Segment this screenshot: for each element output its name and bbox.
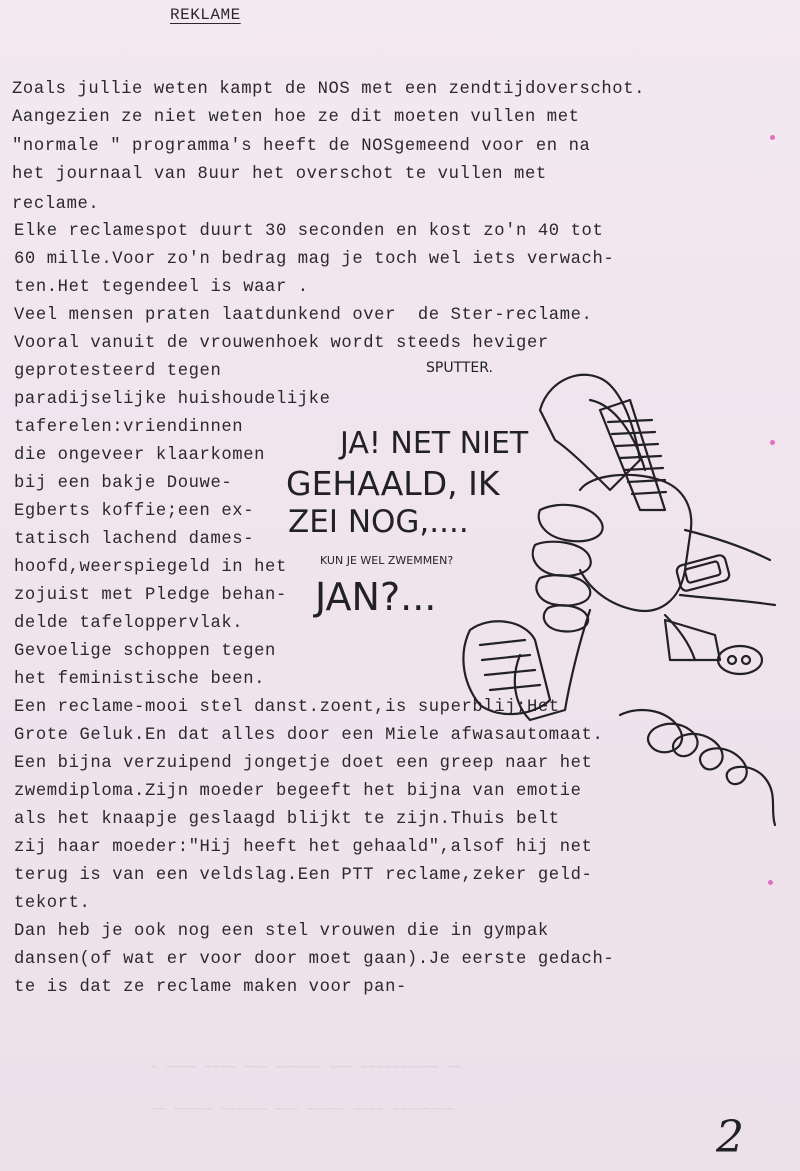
text-line: Een bijna verzuipend jongetje doet een greep naar het [14,754,593,773]
speech-line-1: JA! NET NIET [340,426,529,461]
text-line: Vooral vanuit de vrouwenhoek wordt steeds heviger [14,334,549,353]
page-title: REKLAME [170,6,241,24]
text-line: ten.Het tegendeel is waar . [14,278,309,297]
text-line: Zoals jullie weten kampt de NOS met een zendtijdoverschot. [12,80,646,99]
speech-line-2: GEHAALD, IK [286,464,500,503]
speech-line-4: JAN?... [315,575,437,619]
text-line: delde tafeloppervlak. [14,614,244,633]
text-line: als het knaapje geslaagd blijkt te zijn.Thuis belt [14,810,560,829]
text-line: taferelen:vriendinnen [14,418,244,437]
text-line: zij haar moeder:"Hij heeft het gehaald",alsof hij net [14,838,593,857]
margin-dot [768,880,773,885]
bleed-through-text: ~ ~~~~ ~~~~ ~~~ ~~~~~~ ~~~ ~~~~~~~~~~ ~~ [150,1060,463,1075]
mouthpiece [463,621,550,714]
text-line: die ongeveer klaarkomen [14,446,266,465]
text-line: zwemdiploma.Zijn moeder begeeft het bijna van emotie [14,782,582,801]
text-line: Dan heb je ook nog een stel vrouwen die in gympak [14,922,549,941]
text-line: hoofd,weerspiegeld in het [14,558,287,577]
text-line: Aangezien ze niet weten hoe ze dit moeten vullen met [12,108,580,127]
bleed-through-text: ~~ ~~~~~ ~~~~~~ ~~~ ~~~~~ ~~~~ ~~~~~~~~ [150,1102,455,1117]
text-line: Grote Geluk.En dat alles door een Miele afwasautomaat. [14,726,604,745]
text-line: Een reclame-mooi stel danst.zoent,is superblij;Het [14,698,560,717]
page-number: 2 [716,1112,744,1163]
text-line: paradijselijke huishoudelijke [14,390,331,409]
text-line: Veel mensen praten laatdunkend over de Ster-reclame. [14,306,593,325]
text-line: zojuist met Pledge behan- [14,586,287,605]
text-line: te is dat ze reclame maken voor pan- [14,978,407,997]
text-line: tekort. [14,894,91,913]
text-line: tatisch lachend dames- [14,530,255,549]
text-line: bij een bakje Douwe- [14,474,233,493]
text-line: Elke reclamespot duurt 30 seconden en kost zo'n 40 tot [14,222,604,241]
coiled-cord [620,710,775,825]
speech-line-3: ZEI NOG,.... [288,504,469,540]
text-line: 60 mille.Voor zo'n bedrag mag je toch wel iets verwach- [14,250,615,269]
text-line: reclame. [12,195,100,214]
margin-dot [770,135,775,140]
text-line: Gevoelige schoppen tegen [14,642,276,661]
text-line: Egberts koffie;een ex- [14,502,255,521]
text-line: geprotesteerd tegen [14,362,222,381]
text-line: het journaal van 8uur het overschot te vullen met [12,165,547,184]
text-line: terug is van een veldslag.Een PTT reclame,zeker geld- [14,866,593,885]
speech-small: KUN JE WEL ZWEMMEN? [320,554,454,567]
thumb [539,505,603,542]
text-line: het feministische been. [14,670,266,689]
sputter-text: SPUTTER. [426,360,493,376]
text-line: dansen(of wat er voor door moet gaan).Je eerste gedach- [14,950,615,969]
text-line: "normale " programma's heeft de NOSgemeend voor en na [12,137,591,156]
